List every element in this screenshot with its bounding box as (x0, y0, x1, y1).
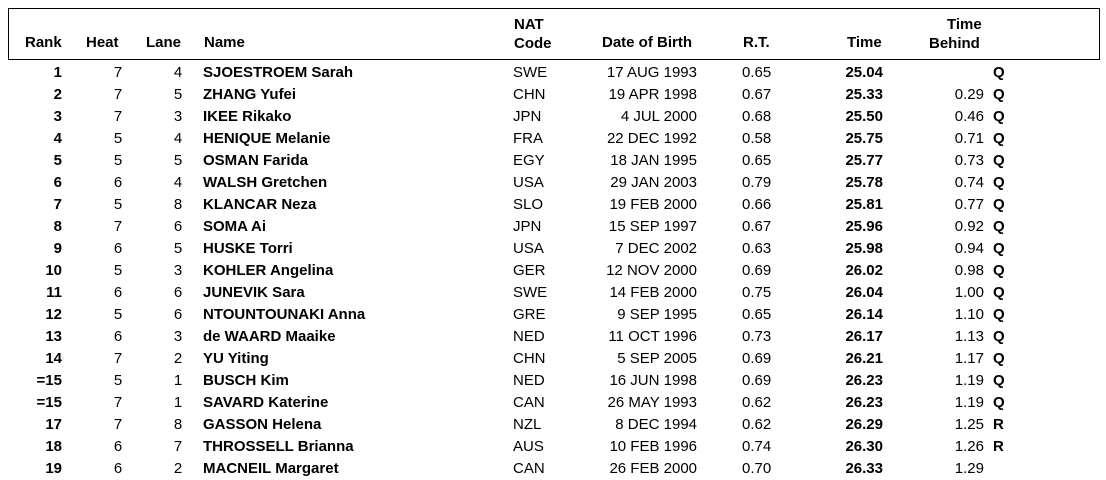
cell-rank: 18 (45, 438, 62, 455)
cell-q: Q (993, 130, 1005, 147)
cell-name: SOMA Ai (203, 218, 267, 235)
cell-nat: JPN (513, 218, 542, 235)
cell-name: BUSCH Kim (203, 372, 289, 389)
cell-name: NTOUNTOUNAKI Anna (203, 306, 366, 323)
cell-rank: 3 (53, 108, 62, 125)
table-row (0, 150, 1106, 172)
table-row (0, 84, 1106, 106)
cell-behind: 1.17 (954, 350, 984, 367)
cell-behind: 0.92 (954, 218, 984, 235)
cell-name: MACNEIL Margaret (203, 460, 339, 477)
cell-q: Q (993, 218, 1005, 235)
cell-behind: 1.19 (954, 372, 984, 389)
cell-dob: 17 AUG 1993 (606, 64, 697, 81)
cell-time: 25.50 (845, 108, 883, 125)
table-row (0, 304, 1106, 326)
cell-heat: 7 (113, 416, 123, 433)
cell-time: 26.17 (845, 328, 883, 345)
cell-q: Q (993, 174, 1005, 191)
cell-lane: 3 (173, 108, 183, 125)
cell-heat: 5 (113, 262, 123, 279)
cell-q: Q (993, 350, 1005, 367)
cell-time: 25.77 (845, 152, 883, 169)
table-row (0, 326, 1106, 348)
cell-q: Q (993, 64, 1005, 81)
cell-q: Q (993, 240, 1005, 257)
cell-dob: 7 DEC 2002 (615, 240, 697, 257)
cell-rank: 19 (45, 460, 62, 477)
table-row (0, 62, 1106, 84)
cell-dob: 15 SEP 1997 (608, 218, 697, 235)
cell-name: OSMAN Farida (203, 152, 309, 169)
table-row (0, 128, 1106, 150)
cell-rt: 0.68 (742, 108, 772, 125)
table-row (0, 414, 1106, 436)
cell-lane: 1 (173, 394, 183, 411)
cell-time: 26.02 (845, 262, 883, 279)
cell-nat: GRE (513, 306, 546, 323)
cell-q: Q (993, 86, 1005, 103)
cell-dob: 9 SEP 1995 (617, 306, 697, 323)
cell-nat: SLO (513, 196, 544, 213)
cell-q: Q (993, 372, 1005, 389)
cell-lane: 5 (173, 86, 183, 103)
cell-heat: 5 (113, 130, 123, 147)
table-row (0, 458, 1106, 480)
cell-lane: 2 (173, 350, 183, 367)
table-row (0, 282, 1106, 304)
cell-q: Q (993, 284, 1005, 301)
cell-name: JUNEVIK Sara (203, 284, 305, 301)
cell-dob: 22 DEC 1992 (606, 130, 697, 147)
cell-lane: 3 (173, 328, 183, 345)
table-row (0, 106, 1106, 128)
cell-nat: CHN (513, 86, 546, 103)
cell-behind: 0.46 (954, 108, 984, 125)
cell-rank: =15 (36, 372, 62, 389)
cell-lane: 4 (173, 64, 183, 81)
cell-name: WALSH Gretchen (203, 174, 328, 191)
cell-name: THROSSELL Brianna (203, 438, 354, 455)
cell-heat: 7 (113, 108, 123, 125)
header-lane: Lane (146, 34, 182, 51)
header-reaction-time: R.T. (743, 34, 770, 51)
cell-q: R (993, 438, 1004, 455)
cell-rank: 13 (45, 328, 62, 345)
cell-time: 25.96 (845, 218, 883, 235)
cell-heat: 6 (113, 240, 123, 257)
cell-rt: 0.73 (742, 328, 772, 345)
cell-name: SAVARD Katerine (203, 394, 329, 411)
cell-dob: 12 NOV 2000 (606, 262, 697, 279)
cell-name: ZHANG Yufei (203, 86, 297, 103)
cell-rt: 0.69 (742, 350, 772, 367)
cell-name: GASSON Helena (203, 416, 322, 433)
cell-rt: 0.62 (742, 416, 772, 433)
cell-nat: CAN (513, 460, 545, 477)
table-header (8, 8, 1100, 60)
cell-heat: 6 (113, 460, 123, 477)
cell-heat: 7 (113, 86, 123, 103)
cell-behind: 1.29 (954, 460, 984, 477)
cell-time: 26.29 (845, 416, 883, 433)
cell-q: R (993, 416, 1004, 433)
cell-lane: 8 (173, 196, 183, 213)
table-row (0, 238, 1106, 260)
cell-rank: 11 (46, 284, 62, 301)
cell-nat: EGY (513, 152, 545, 169)
table-row (0, 260, 1106, 282)
cell-rank: 17 (45, 416, 62, 433)
cell-rank: 12 (45, 306, 62, 323)
header-behind-line2: Behind (929, 35, 980, 52)
cell-time: 25.78 (845, 174, 883, 191)
cell-time: 26.14 (845, 306, 883, 323)
cell-rank: 2 (53, 86, 62, 103)
cell-name: IKEE Rikako (203, 108, 292, 125)
cell-heat: 5 (113, 152, 123, 169)
cell-dob: 8 DEC 1994 (615, 416, 697, 433)
cell-lane: 6 (173, 284, 183, 301)
cell-rank: 10 (45, 262, 62, 279)
cell-dob: 14 FEB 2000 (609, 284, 697, 301)
cell-lane: 3 (173, 262, 183, 279)
header-behind-line1: Time (947, 16, 982, 33)
cell-time: 26.23 (845, 394, 883, 411)
cell-name: HENIQUE Melanie (203, 130, 331, 147)
cell-rt: 0.65 (742, 306, 772, 323)
cell-lane: 1 (173, 372, 183, 389)
cell-dob: 16 JUN 1998 (609, 372, 697, 389)
cell-nat: USA (513, 174, 544, 191)
cell-lane: 6 (173, 306, 183, 323)
cell-nat: AUS (513, 438, 544, 455)
cell-heat: 7 (113, 64, 123, 81)
cell-dob: 10 FEB 1996 (609, 438, 697, 455)
cell-behind: 1.13 (954, 328, 984, 345)
cell-rt: 0.66 (742, 196, 772, 213)
cell-q: Q (993, 394, 1005, 411)
cell-rt: 0.70 (742, 460, 772, 477)
cell-rt: 0.69 (742, 372, 772, 389)
cell-behind: 1.26 (954, 438, 984, 455)
cell-lane: 5 (173, 152, 183, 169)
cell-q: Q (993, 328, 1005, 345)
cell-lane: 4 (173, 174, 183, 191)
cell-rt: 0.63 (742, 240, 772, 257)
cell-rt: 0.74 (742, 438, 772, 455)
cell-rt: 0.69 (742, 262, 772, 279)
cell-q: Q (993, 262, 1005, 279)
cell-nat: NED (513, 372, 545, 389)
cell-time: 25.33 (845, 86, 883, 103)
cell-heat: 6 (113, 438, 123, 455)
cell-nat: SWE (513, 284, 548, 301)
cell-heat: 6 (113, 174, 123, 191)
cell-rank: =15 (36, 394, 62, 411)
cell-nat: CHN (513, 350, 546, 367)
cell-q: Q (993, 152, 1005, 169)
cell-heat: 5 (113, 306, 123, 323)
cell-dob: 19 FEB 2000 (609, 196, 697, 213)
cell-time: 25.04 (845, 64, 883, 81)
header-heat: Heat (86, 34, 119, 51)
cell-nat: NED (513, 328, 545, 345)
header-time: Time (847, 34, 882, 51)
cell-lane: 7 (173, 438, 183, 455)
cell-rt: 0.62 (742, 394, 772, 411)
table-row (0, 392, 1106, 414)
cell-name: de WAARD Maaike (203, 328, 336, 345)
cell-behind: 0.73 (954, 152, 984, 169)
cell-behind: 0.77 (954, 196, 984, 213)
cell-nat: USA (513, 240, 544, 257)
cell-behind: 0.94 (954, 240, 984, 257)
cell-behind: 0.29 (954, 86, 984, 103)
cell-time: 26.33 (845, 460, 883, 477)
cell-rank: 8 (53, 218, 62, 235)
cell-time: 26.04 (845, 284, 883, 301)
cell-q: Q (993, 108, 1005, 125)
cell-rank: 1 (53, 64, 62, 81)
cell-name: SJOESTROEM Sarah (203, 64, 354, 81)
cell-rt: 0.67 (742, 86, 772, 103)
cell-q: Q (993, 306, 1005, 323)
cell-heat: 5 (113, 196, 123, 213)
cell-lane: 4 (173, 130, 183, 147)
cell-time: 26.30 (845, 438, 883, 455)
cell-nat: CAN (513, 394, 545, 411)
table-row (0, 194, 1106, 216)
cell-heat: 5 (113, 372, 123, 389)
cell-nat: FRA (513, 130, 543, 147)
cell-lane: 2 (173, 460, 183, 477)
cell-dob: 18 JAN 1995 (610, 152, 697, 169)
table-row (0, 172, 1106, 194)
cell-nat: SWE (513, 64, 548, 81)
cell-behind: 0.71 (954, 130, 984, 147)
cell-time: 26.23 (845, 372, 883, 389)
cell-behind: 1.19 (954, 394, 984, 411)
cell-lane: 5 (173, 240, 183, 257)
cell-dob: 5 SEP 2005 (617, 350, 697, 367)
cell-rt: 0.75 (742, 284, 772, 301)
cell-rank: 9 (53, 240, 62, 257)
table-row (0, 370, 1106, 392)
cell-dob: 4 JUL 2000 (620, 108, 697, 125)
cell-heat: 7 (113, 218, 123, 235)
cell-rt: 0.65 (742, 152, 772, 169)
cell-q: Q (993, 196, 1005, 213)
cell-rank: 5 (53, 152, 62, 169)
cell-lane: 6 (173, 218, 183, 235)
cell-rank: 4 (53, 130, 62, 147)
cell-heat: 7 (113, 350, 123, 367)
cell-rank: 7 (53, 196, 62, 213)
cell-behind: 0.74 (954, 174, 984, 191)
cell-dob: 29 JAN 2003 (610, 174, 697, 191)
cell-dob: 26 MAY 1993 (607, 394, 697, 411)
cell-dob: 19 APR 1998 (608, 86, 697, 103)
cell-behind: 0.98 (954, 262, 984, 279)
cell-heat: 6 (113, 328, 123, 345)
cell-nat: JPN (513, 108, 542, 125)
cell-time: 26.21 (845, 350, 883, 367)
header-rank: Rank (25, 34, 62, 51)
cell-heat: 7 (113, 394, 123, 411)
cell-nat: GER (513, 262, 546, 279)
header-name: Name (204, 34, 245, 51)
cell-behind: 1.00 (954, 284, 984, 301)
cell-time: 25.98 (845, 240, 883, 257)
cell-dob: 26 FEB 2000 (609, 460, 697, 477)
header-nat-line2: Code (514, 35, 552, 52)
cell-name: KOHLER Angelina (203, 262, 334, 279)
cell-time: 25.75 (845, 130, 883, 147)
cell-rt: 0.58 (742, 130, 772, 147)
cell-lane: 8 (173, 416, 183, 433)
cell-name: KLANCAR Neza (203, 196, 317, 213)
cell-rt: 0.79 (742, 174, 772, 191)
cell-rank: 6 (53, 174, 62, 191)
cell-time: 25.81 (845, 196, 883, 213)
table-row (0, 216, 1106, 238)
cell-behind: 1.10 (954, 306, 984, 323)
cell-behind: 1.25 (954, 416, 984, 433)
cell-rank: 14 (45, 350, 62, 367)
table-row (0, 348, 1106, 370)
cell-name: HUSKE Torri (203, 240, 293, 257)
cell-rt: 0.65 (742, 64, 772, 81)
table-row (0, 436, 1106, 458)
cell-rt: 0.67 (742, 218, 772, 235)
cell-dob: 11 OCT 1996 (608, 328, 697, 345)
cell-name: YU Yiting (203, 350, 269, 367)
header-nat-line1: NAT (514, 16, 544, 33)
header-date-of-birth: Date of Birth (602, 34, 692, 51)
cell-nat: NZL (513, 416, 542, 433)
cell-heat: 6 (113, 284, 123, 301)
